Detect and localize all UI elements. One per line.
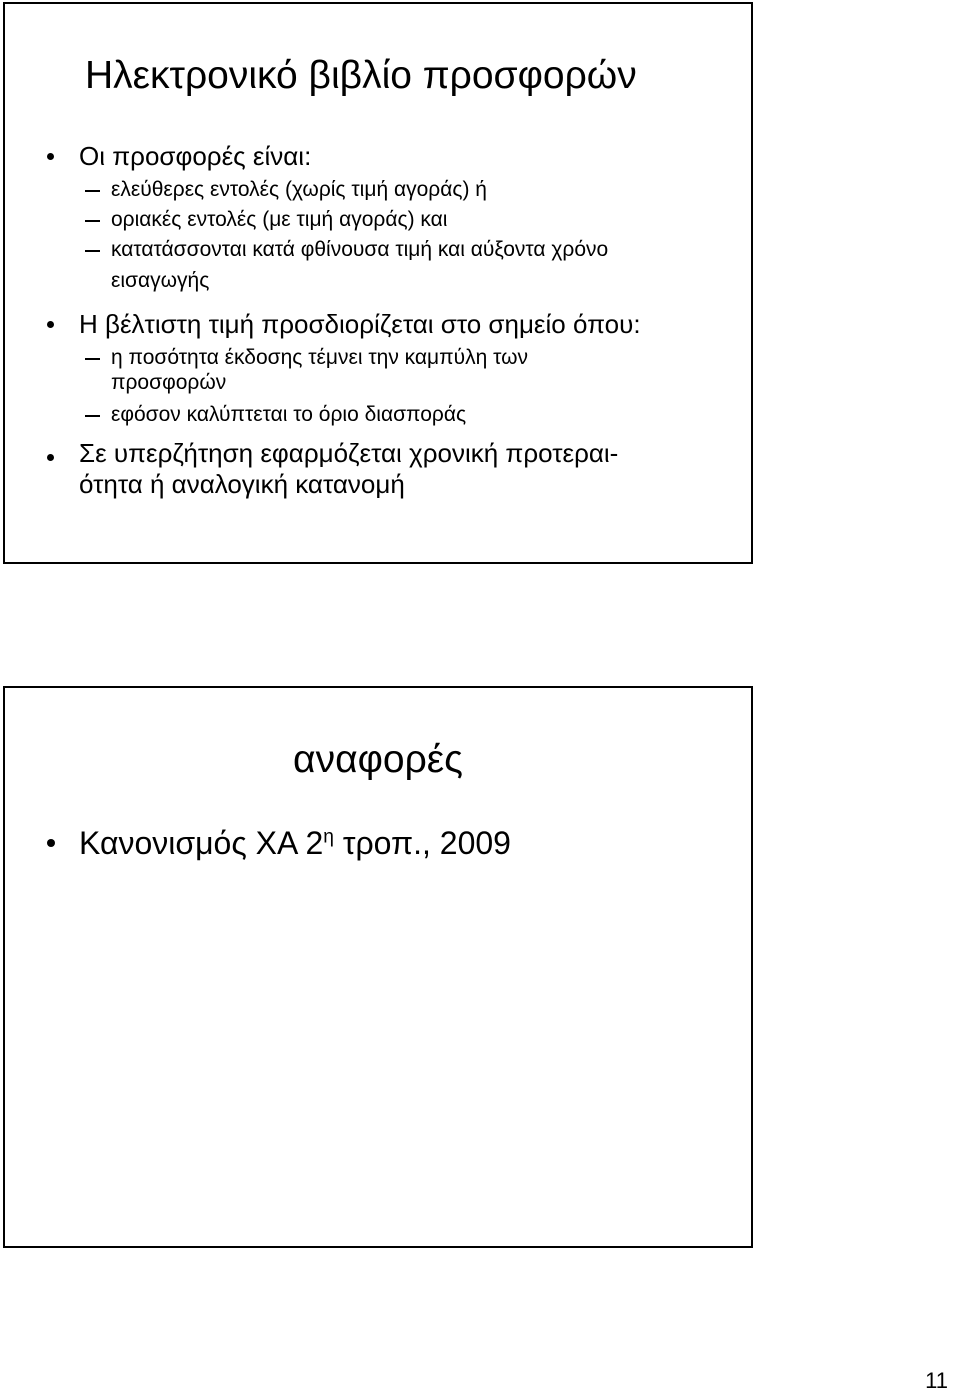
reference-text-end: τροπ., 2009 <box>333 825 511 861</box>
slide-2 <box>3 686 753 1248</box>
slide-title: αναφορές <box>293 738 463 781</box>
sub-item: οριακές εντολές (με τιμή αγοράς) και <box>111 208 448 231</box>
dash-marker <box>85 190 100 192</box>
bullet-dot <box>47 321 54 328</box>
sub-item: ελεύθερες εντολές (χωρίς τιμή αγοράς) ή <box>111 178 487 201</box>
sub-item-continuation: προσφορών <box>111 371 227 394</box>
bullet-dot <box>47 454 54 461</box>
dash-marker <box>85 250 100 252</box>
sub-item: εφόσον καλύπτεται το όριο διασποράς <box>111 403 467 426</box>
bullet-line: Σε υπερζήτηση εφαρμόζεται χρονική προτεραι- <box>79 438 619 468</box>
sub-item-continuation: εισαγωγής <box>111 269 210 292</box>
reference-superscript: η <box>323 826 334 848</box>
bullet-excess-demand <box>79 438 618 500</box>
page-number: 11 <box>925 1368 948 1393</box>
reference-item <box>79 824 511 862</box>
sub-item: η ποσότητα έκδοσης τέμνει την καμπύλη των <box>111 346 529 369</box>
dash-marker <box>85 358 100 360</box>
bullet-line: ότητα ή αναλογική κατανομή <box>79 469 405 499</box>
slide-1 <box>3 2 753 564</box>
dash-marker <box>85 415 100 417</box>
sub-item: κατατάσσονται κατά φθίνουσα τιμή και αύξοντα χρόνο <box>111 238 609 261</box>
reference-text: Κανονισμός ΧΑ 2 <box>79 825 324 861</box>
bullet-dot <box>47 839 55 847</box>
bullet-dot <box>47 153 54 160</box>
bullet-best-price: Η βέλτιστη τιμή προσδιορίζεται στο σημείο όπου: <box>79 309 641 339</box>
slide-title: Ηλεκτρονικό βιβλίο προσφορών <box>85 54 637 97</box>
dash-marker <box>85 220 100 222</box>
bullet-offers: Οι προσφορές είναι: <box>79 141 312 171</box>
